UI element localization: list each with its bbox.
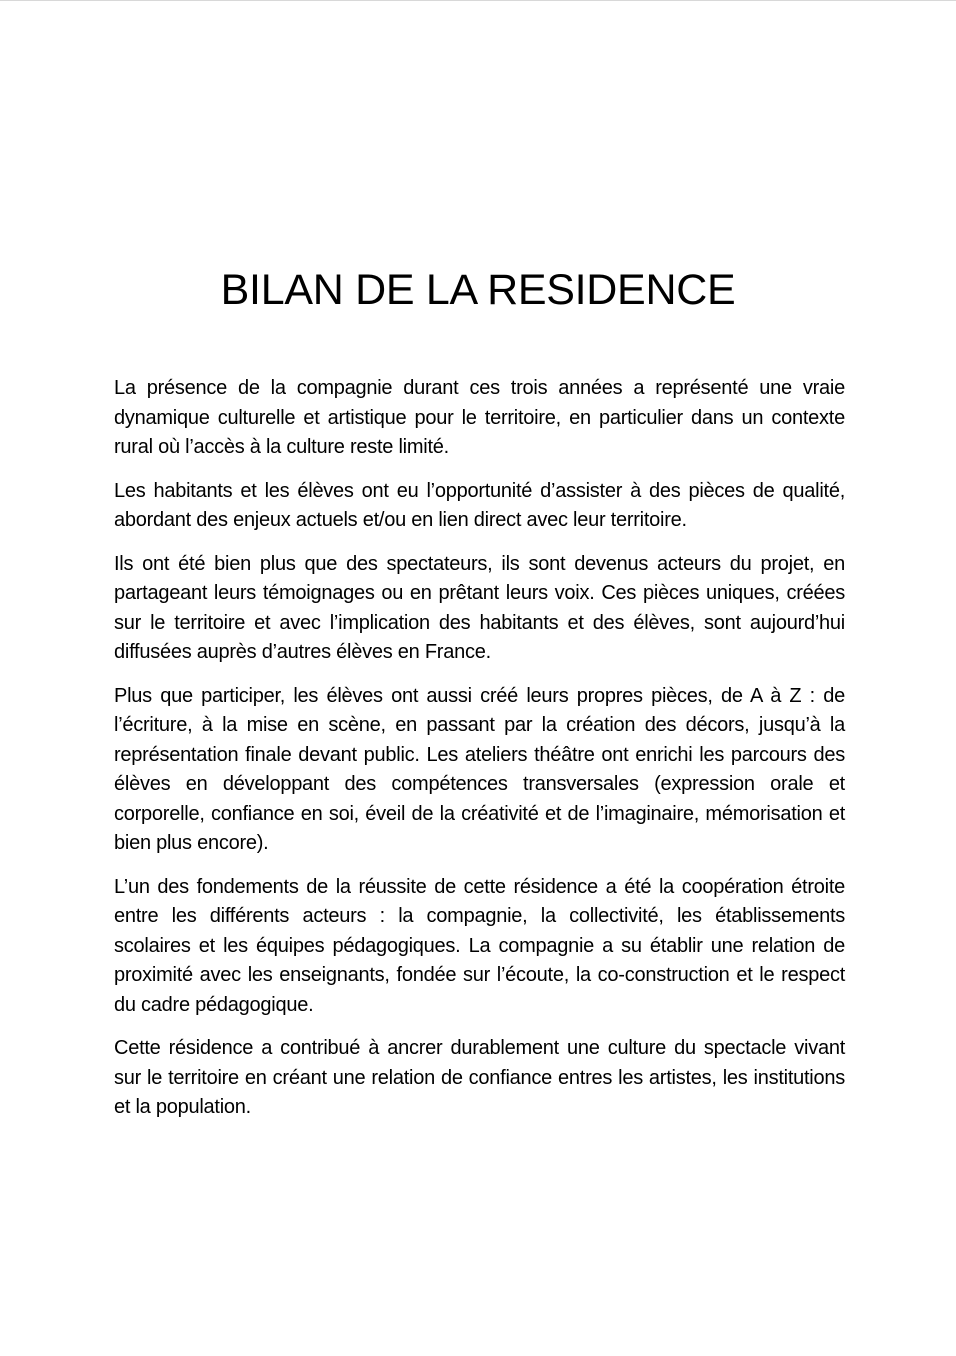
body-text (114, 374, 845, 1137)
paragraph-4: Plus que participer, les élèves ont aussi créé leurs propres pièces, de A à Z : de l’écriture, à la mise en scène, en passant par la création des décors, jusqu’à la représentation finale devant public. Les ateliers théâtre ont enrichi les parcours des élèves en développant des compétences transversales (expression orale et corporelle, confiance en soi, éveil de la créativité et de l’imaginaire, mémorisation et bien plus encore). (114, 684, 845, 854)
paragraph-5: L’un des fondements de la réussite de cette résidence a été la coopération étroite entre les différents acteurs : la compagnie, la collectivité, les établissements scolaires et les équipes pédagogiques. La compagnie a su établir une relation de proximité avec les enseignants, fondée sur l’écoute, la co-construction et le respect du cadre pédagogique. (114, 875, 845, 1016)
paragraph-2: Les habitants et les élèves ont eu l’opportunité d’assister à des pièces de qualité, abordant des enjeux actuels et/ou en lien direct avec leur territoire. (114, 479, 845, 531)
paragraph-3: Ils ont été bien plus que des spectateurs, ils sont devenus acteurs du projet, en partageant leurs témoignages ou en prêtant leurs voix. Ces pièces uniques, créées sur le territoire et avec l’implication des habitants et des élèves, sont aujourd’hui diffusées auprès d’autres élèves en France. (114, 552, 845, 663)
paragraph-6: Cette résidence a contribué à ancrer durablement une culture du spectacle vivant sur le territoire en créant une relation de confiance entres les artistes, les institutions et la population. (114, 1037, 845, 1118)
paragraph-1: La présence de la compagnie durant ces trois années a représenté une vraie dynamique culturelle et artistique pour le territoire, en particulier dans un contexte rural où l’accès à la culture reste limité. (114, 377, 845, 458)
page-title: BILAN DE LA RESIDENCE (220, 266, 736, 314)
